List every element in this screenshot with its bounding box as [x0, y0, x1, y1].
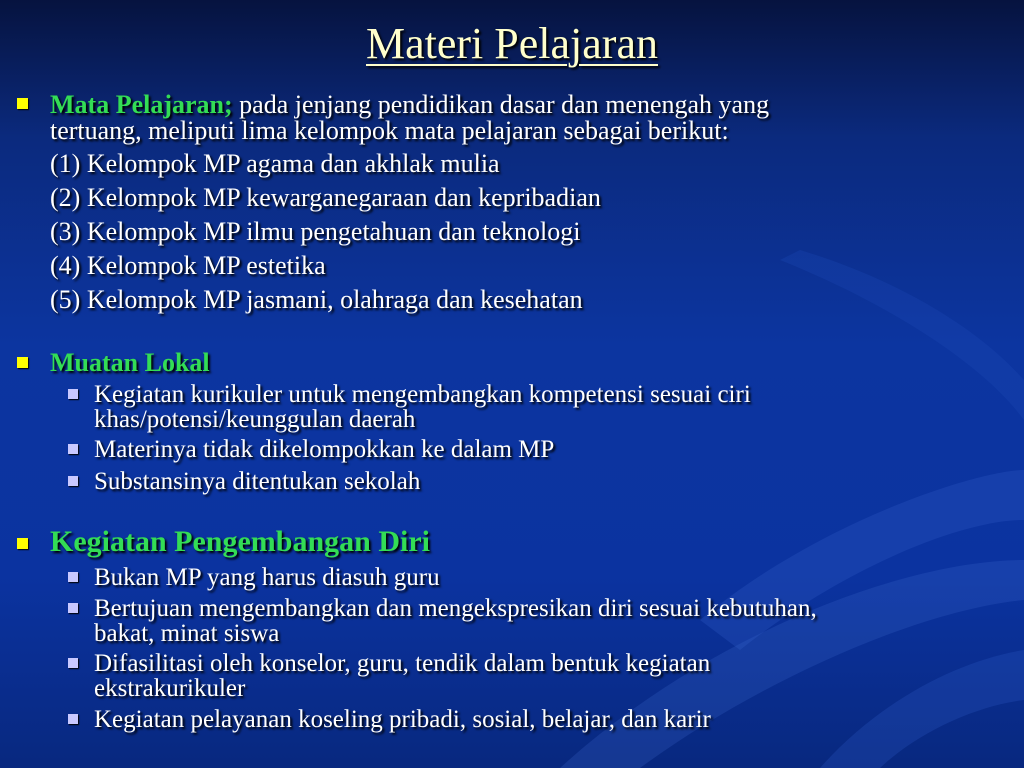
section2-item-line: khas/potensi/keunggulan daerah [94, 406, 416, 433]
section2-item-line: Kegiatan kurikuler untuk mengembangkan kompetensi sesuai ciri [94, 381, 751, 408]
sub-bullet-square-icon [68, 476, 78, 486]
sub-bullet-square-icon [68, 714, 78, 724]
sub-bullet-square-icon [68, 603, 78, 613]
section1-text-line1: pada jenjang pendidikan dasar dan menengah yang [232, 90, 770, 119]
section1-item: (1) Kelompok MP agama dan akhlak mulia [50, 149, 500, 178]
section1-heading: Mata Pelajaran; [50, 90, 233, 119]
section2-heading: Muatan Lokal [50, 348, 210, 377]
bullet-square-icon [17, 98, 28, 109]
section3-item-line: Bertujuan mengembangkan dan mengekspresikan diri sesuai kebutuhan, [94, 595, 817, 622]
section3-item-line: Difasilitasi oleh konselor, guru, tendik dalam bentuk kegiatan [94, 650, 711, 677]
section1-text-line2: tertuang, meliputi lima kelompok mata pelajaran sebagai berikut: [50, 116, 729, 145]
sub-bullet-square-icon [68, 572, 78, 582]
bullet-square-icon [17, 538, 28, 549]
section2-item-line: Materinya tidak dikelompokkan ke dalam MP [94, 436, 555, 463]
sub-bullet-square-icon [68, 389, 78, 399]
bullet-square-icon [17, 357, 28, 368]
section3-item-line: Kegiatan pelayanan koseling pribadi, sosial, belajar, dan karir [94, 706, 711, 733]
section2-item-line: Substansinya ditentukan sekolah [94, 468, 421, 495]
section1-item: (3) Kelompok MP ilmu pengetahuan dan teknologi [50, 217, 581, 246]
slide-title: Materi Pelajaran [366, 19, 658, 68]
section3-heading: Kegiatan Pengembangan Diri [50, 525, 430, 558]
sub-bullet-square-icon [68, 444, 78, 454]
section1-item: (2) Kelompok MP kewarganegaraan dan kepribadian [50, 183, 601, 212]
section1-item: (5) Kelompok MP jasmani, olahraga dan kesehatan [50, 285, 583, 314]
section1-item: (4) Kelompok MP estetika [50, 251, 326, 280]
section1-line1 [50, 92, 769, 117]
section3-item-line: ekstrakurikuler [94, 675, 246, 702]
section3-item-line: Bukan MP yang harus diasuh guru [94, 564, 440, 591]
section3-item-line: bakat, minat siswa [94, 620, 280, 647]
sub-bullet-square-icon [68, 658, 78, 668]
